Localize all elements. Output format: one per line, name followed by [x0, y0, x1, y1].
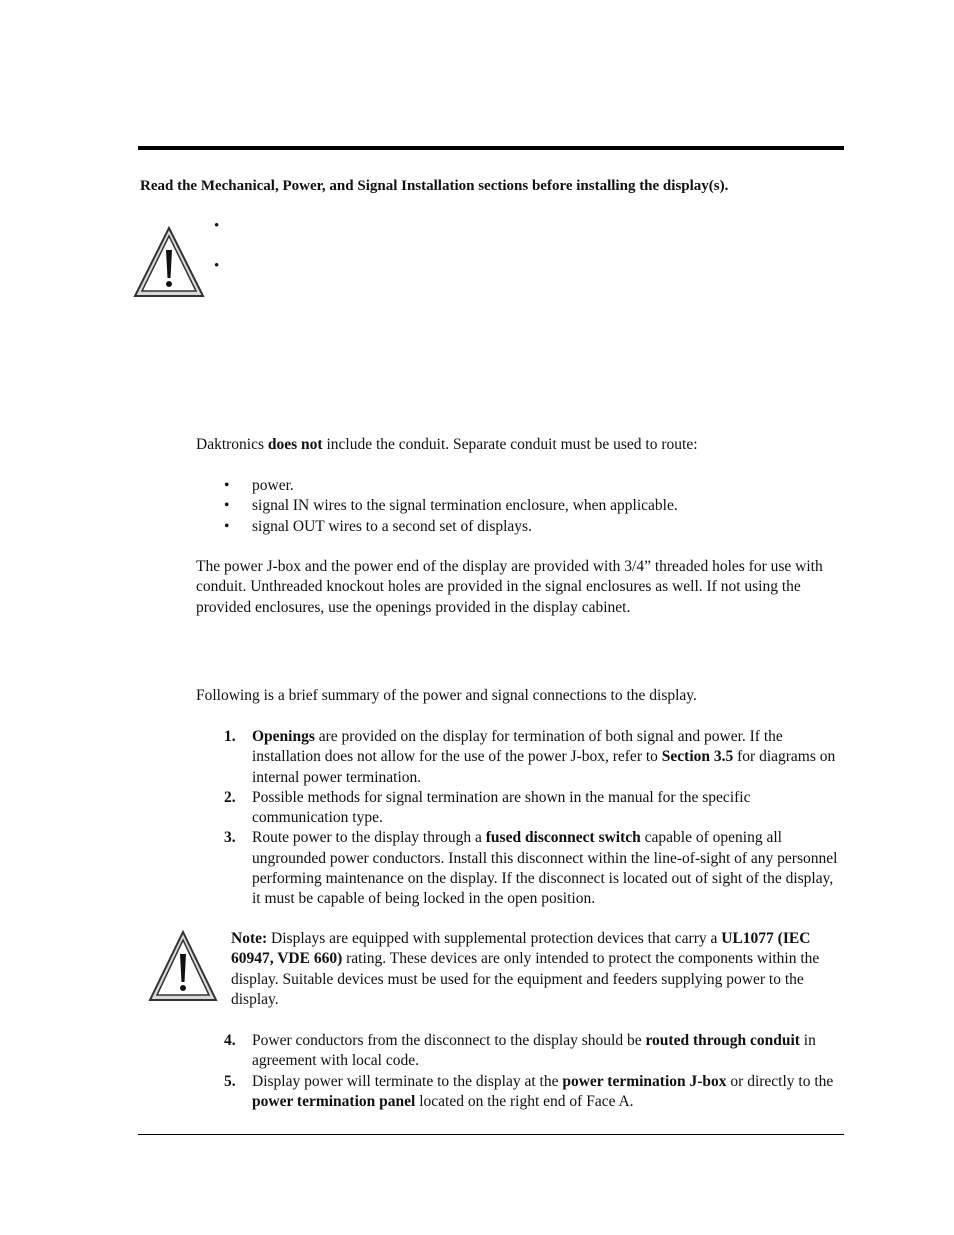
summary-intro-paragraph: Following is a brief summary of the power and signal connections to the display. — [196, 687, 697, 704]
warning-triangle-icon — [133, 226, 205, 298]
list-item: 4. Power conductors from the disconnect to the display should be routed through conduit in agreement with local code. — [224, 1032, 816, 1070]
list-item: • power. — [224, 477, 294, 494]
conduit-paragraph: Daktronics does not include the conduit. Separate conduit must be used to route: — [196, 436, 698, 453]
list-item: 5. Display power will terminate to the display at the power termination J-box or directly to the power termination panel located on the right end of Face A. — [224, 1072, 834, 1110]
note-warning-triangle-icon — [148, 930, 218, 1002]
bullet-marker: • — [214, 218, 220, 234]
list-item: • signal IN wires to the signal termination enclosure, when applicable. — [224, 497, 678, 515]
protection-note: Note: Displays are equipped with supplemental protection devices that carry a UL1077 (IEC 60947, VDE 660) rating. These devices are only intended to protect the components within the display. Suitable devices must be used for the equipment and feeders supplying power to the display. — [231, 930, 820, 1008]
summary-steps-list-b — [224, 1031, 844, 1112]
header-rule — [138, 146, 844, 150]
list-item: • signal OUT wires to a second set of displays. — [224, 517, 532, 535]
list-item: 3. Route power to the display through a fused disconnect switch capable of opening all ungrounded power conductors. Install this disconnect within the line-of-sight of any personnel performing maintenance on the display. If the disconnect is located out of sight of the display, it must be capable of being locked in the open position. — [224, 829, 838, 908]
summary-steps-list-a — [224, 727, 844, 910]
bullet-marker: • — [214, 258, 220, 274]
intro-warning-text: Read the Mechanical, Power, and Signal Installation sections before installing the display(s). — [140, 178, 729, 194]
list-item: 2. Possible methods for signal termination are shown in the manual for the specific communication type. — [224, 788, 751, 827]
footer-rule — [138, 1134, 844, 1135]
list-item: 1. Openings are provided on the display for termination of both signal and power. If the installation does not allow for the use of the power J-box, refer to Section 3.5 for diagrams on internal power termination. — [224, 728, 836, 786]
conduit-route-list — [224, 476, 844, 537]
conduit-holes-paragraph: The power J-box and the power end of the display are provided with 3/4” threaded holes for use with conduit. Unthreaded knockout holes are provided in the signal enclosures as well. If not using the provided enclosures, use the openings provided in the display cabinet. — [196, 558, 823, 616]
